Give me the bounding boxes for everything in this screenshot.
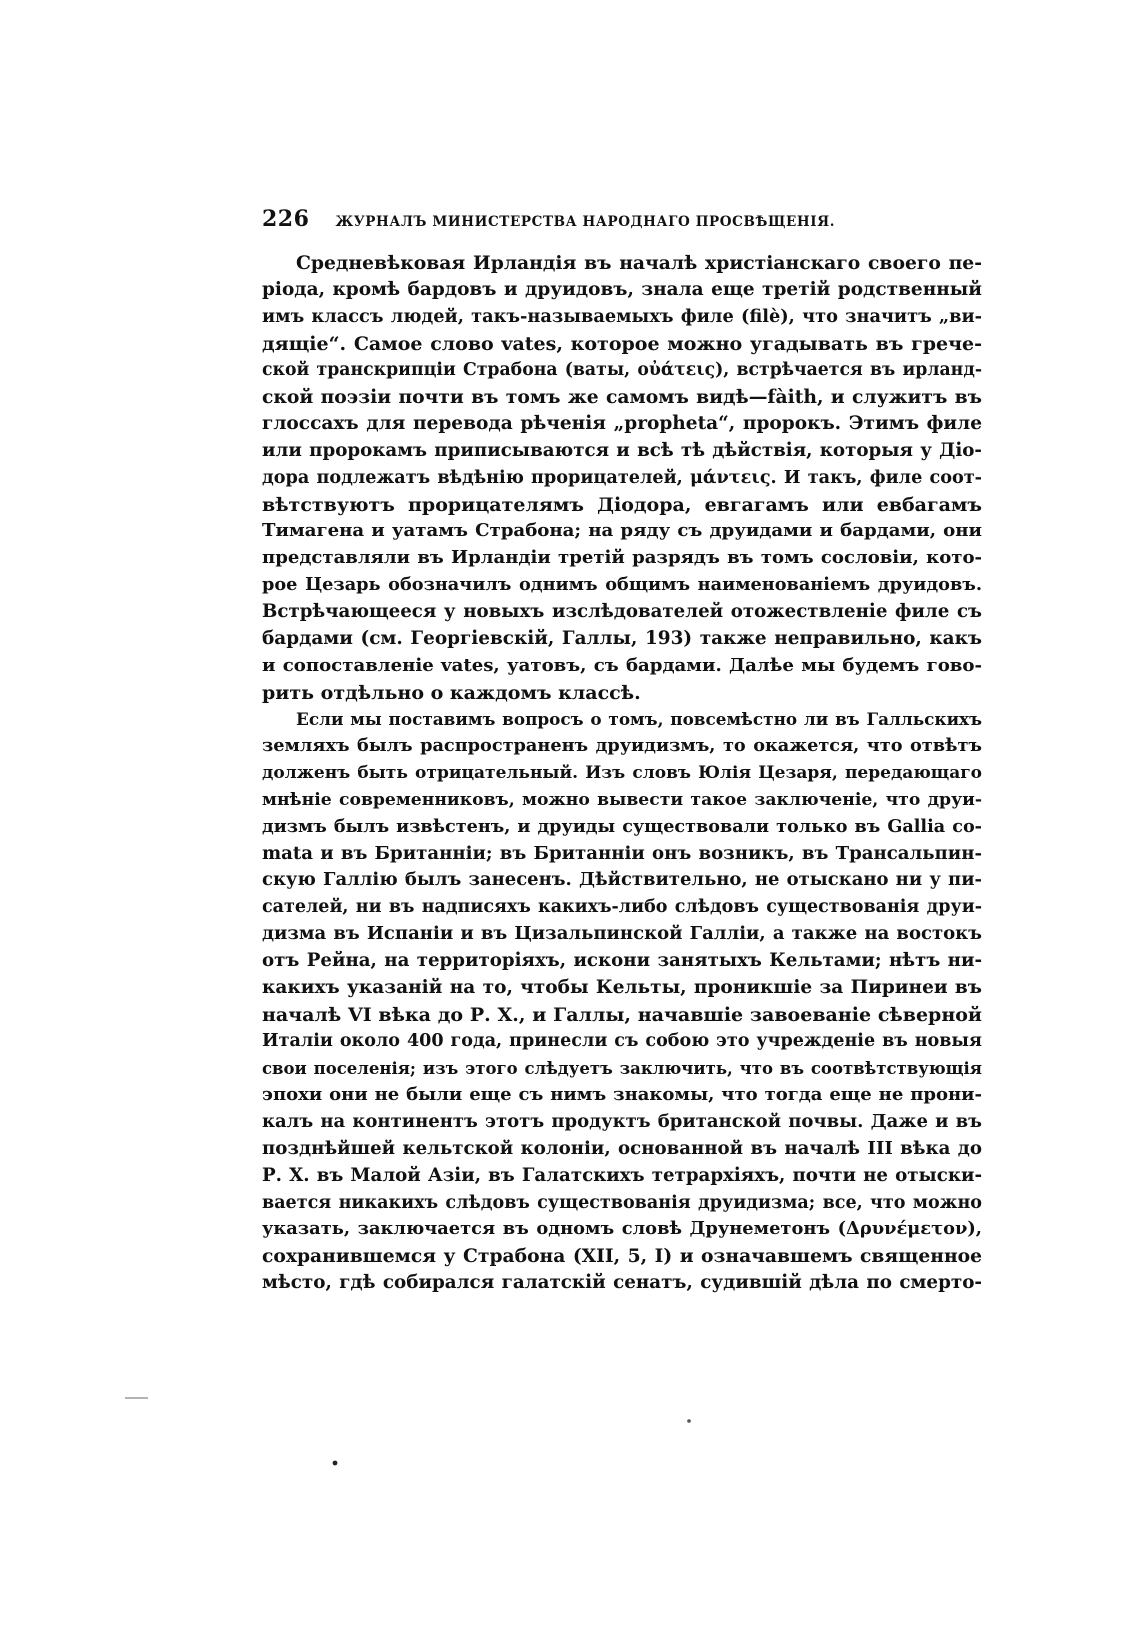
text-line: Встрѣчающееся у новыхъ изслѣдователей отожествленіе филе съ xyxy=(262,600,982,622)
text-line: или пророкамъ приписываются и всѣ тѣ дѣйствія, которыя у Діо- xyxy=(262,439,982,461)
text-line: скую Галлію былъ занесенъ. Дѣйствительно, не отыскано ни у пи- xyxy=(262,869,982,891)
text-line: началѣ VI вѣка до Р. Х., и Галлы, начавшіе завоеваніе сѣверной xyxy=(262,1003,982,1026)
text-line: и сопоставленіе vates, уатовъ, съ бардами. Далѣе мы будемъ гово- xyxy=(262,654,982,676)
text-line: калъ на континентъ этотъ продуктъ британской почвы. Даже и въ xyxy=(262,1111,982,1132)
text-line: Италіи около 400 года, принесли съ собою это учрежденіе въ новыя xyxy=(262,1031,982,1052)
text-line: вается никакихъ слѣдовъ существованія друидизма; все, что можно xyxy=(262,1192,982,1213)
text-line: эпохи они не были еще съ нимъ знакомы, что тогда еще не прони- xyxy=(262,1084,982,1106)
page-header xyxy=(262,206,982,238)
text-line: представляли въ Ирландіи третій разрядъ въ томъ сословіи, кото- xyxy=(262,547,982,569)
scan-speck xyxy=(687,1419,691,1423)
text-line: mata и въ Британніи; въ Британніи онъ возникъ, въ Трансальпин- xyxy=(262,842,982,864)
text-line: имъ классъ людей, такъ-называемыхъ филе (filè), что значитъ „ви- xyxy=(262,305,982,327)
text-line: вѣтствуютъ прорицателямъ Діодора, евгагамъ или евбагамъ xyxy=(262,493,982,516)
text-line: дора подлежатъ вѣдѣнію прорицателей, μάντεις. И такъ, филе соот- xyxy=(262,466,982,488)
text-line: какихъ указаній на то, чтобы Кельты, проникшіе за Пиринеи въ xyxy=(262,976,982,998)
body-text xyxy=(262,250,982,1297)
paragraph-1 xyxy=(262,250,982,706)
text-line: бардами (см. Георгіевскій, Галлы, 193) также неправильно, какъ xyxy=(262,627,982,649)
text-line: Р. Х. въ Малой Азіи, въ Галатскихъ тетрархіяхъ, почти не отыски- xyxy=(262,1164,982,1186)
text-line: ской поэзіи почти въ томъ же самомъ видѣ—fàith, и служитъ въ xyxy=(262,386,982,409)
text-line: Средневѣковая Ирландія въ началѣ христіанскаго своего пе- xyxy=(296,252,982,274)
text-line: ріода, кромѣ бардовъ и друидовъ, знала еще третій родственный xyxy=(262,278,982,300)
text-line: указать, заключается въ одномъ словѣ Друнеметонъ (Δρυνέμετον), xyxy=(262,1218,982,1240)
text-line: дящіе“. Самое слово vates, которое можно угадывать въ грече- xyxy=(262,332,982,355)
text-line: дизмъ былъ извѣстенъ, и друиды существовали только въ Gallia co- xyxy=(262,815,982,837)
running-head: ЖУРНАЛЪ МИНИСТЕРСТВА НАРОДНАГО ПРОСВѢЩЕНІЯ. xyxy=(335,214,836,230)
text-line: мнѣніе современниковъ, можно вывести такое заключеніе, что друи- xyxy=(262,789,982,810)
text-line: глоссахъ для перевода рѣченія „propheta“, пророкъ. Этимъ филе xyxy=(262,413,982,435)
text-line: сохранившемся у Страбона (XII, 5, I) и означавшемъ священное xyxy=(262,1245,982,1268)
text-line: сателей, ни въ надписяхъ какихъ-либо слѣдовъ существованія друи- xyxy=(262,897,982,918)
text-line: свои поселенія; изъ этого слѣдуетъ заключить, что въ соотвѣтствующія xyxy=(262,1058,982,1079)
text-line: дизма въ Испаніи и въ Цизальпинской Галліи, а также на востокъ xyxy=(262,923,982,945)
text-line: мѣсто, гдѣ собирался галатскій сенатъ, судившій дѣла по смерто- xyxy=(262,1272,982,1294)
scan-speck xyxy=(333,1461,338,1466)
text-line: долженъ быть отрицательный. Изъ словъ Юлія Цезаря, передающаго xyxy=(262,763,982,784)
text-line: позднѣйшей кельтской колоніи, основанной въ началѣ III вѣка до xyxy=(262,1137,982,1159)
text-line: Если мы поставимъ вопросъ о томъ, повсемѣстно ли въ Галльскихъ xyxy=(296,709,982,730)
text-line: ской транскрипціи Страбона (ваты, οὐάτεις), встрѣчается въ ирланд- xyxy=(262,360,982,381)
text-line: отъ Рейна, на территоріяхъ, искони занятыхъ Кельтами; нѣтъ ни- xyxy=(262,949,982,971)
text-line: рое Цезарь обозначилъ однимъ общимъ наименованіемъ друидовъ. xyxy=(262,574,982,596)
paragraph-2 xyxy=(262,706,982,1297)
text-line: земляхъ былъ распространенъ друидизмъ, то окажется, что отвѣтъ xyxy=(262,735,982,757)
text-line: рить отдѣльно о каждомъ классѣ. xyxy=(262,681,641,704)
text-line: Тимагена и уатамъ Страбона; на ряду съ друидами и бардами, они xyxy=(262,520,982,542)
page-number: 226 xyxy=(262,206,310,232)
